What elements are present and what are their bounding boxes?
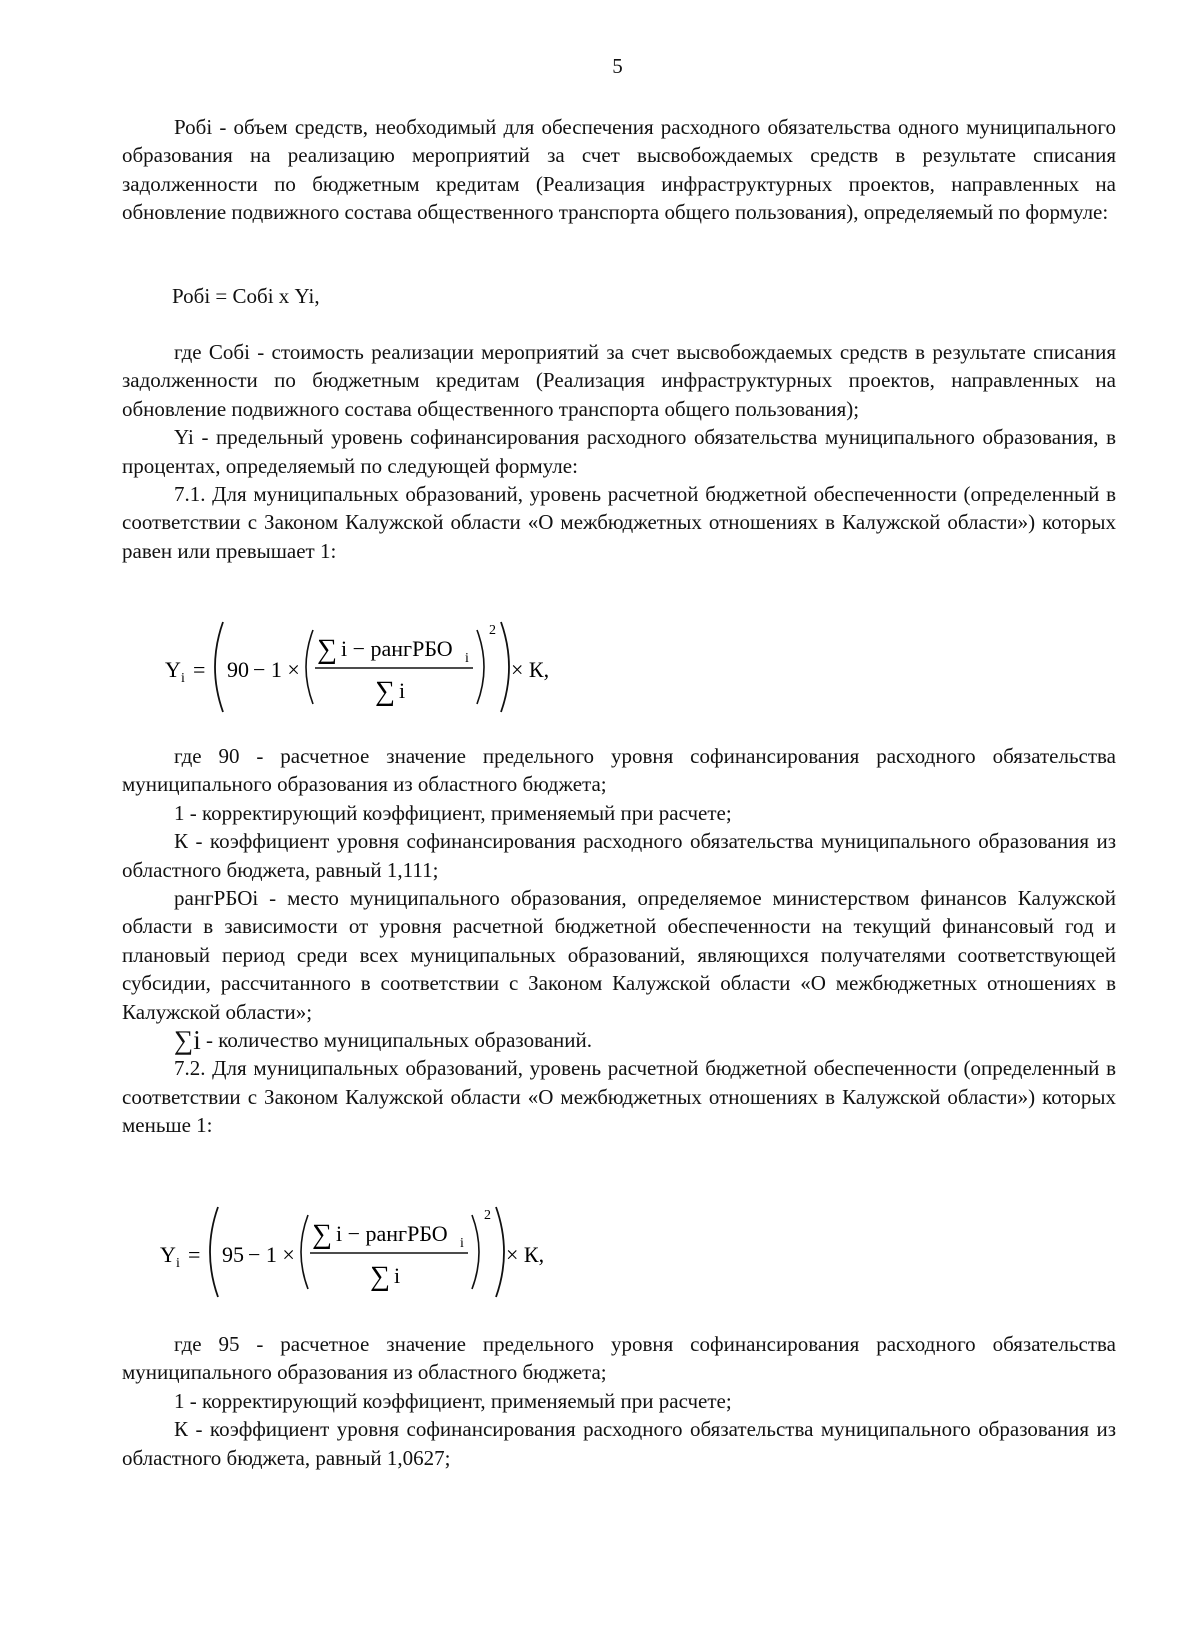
formula1-inner-right-paren (477, 630, 484, 704)
formula2-num-sum: ∑ (312, 1219, 332, 1250)
formula1-eq: = (193, 657, 206, 682)
definition-yi: Yi - предельный уровень софинансирования расходного обязательства муниципального образования, в процентах, определяемый по следующей формуле: (122, 425, 1116, 478)
formula2-den-sum: ∑ (370, 1261, 390, 1292)
formula1-inner-left-paren (306, 630, 313, 704)
intro-paragraph: Робi - объем средств, необходимый для обеспечения расходного обязательства одного муниципального образования на реализацию мероприятий за счет высвобождаемых средств в результате списания задолженности по бюджетным кредитам (Реализация инфраструктурных проектов, направленных на обновление подвижного состава общественного транспорта общего пользования), определяемый по формуле: (122, 115, 1116, 225)
formula2-inner-left-paren (301, 1215, 308, 1289)
definition-k-2: К - коэффициент уровня софинансирования расходного обязательства муниципального образования из областного бюджета, равный 1,0627; (122, 1417, 1116, 1470)
definition-corr-2: 1 - корректирующий коэффициент, применяемый при расчете; (174, 1388, 732, 1413)
definition-90: где 90 - расчетное значение предельного уровня софинансирования расходного обязательства муниципального образования из областного бюджета; (122, 744, 1116, 797)
definitions-section-2 (122, 742, 1116, 1140)
formula1-num-sum: ∑ (317, 634, 337, 665)
formula1-den-sum: ∑ (375, 676, 395, 707)
formula2-outer-left-paren (210, 1207, 218, 1297)
page-number: 5 (612, 54, 623, 78)
formula1-num-text: i − рангРБО (341, 636, 453, 661)
formula2-outer-right-paren (496, 1207, 504, 1297)
formula2-times-k: × К, (506, 1242, 545, 1267)
definition-corr-1: 1 - корректирующий коэффициент, применяемый при расчете; (174, 800, 732, 825)
sum-icon: ∑i (174, 1025, 201, 1056)
clause-7-1: 7.1. Для муниципальных образований, уровень расчетной бюджетной обеспеченности (определенный в соответствии с Законом Калужской области «О межбюджетных отношениях в Калужской области») которых равен или превышает 1: (122, 482, 1116, 563)
clause-7-2: 7.2. Для муниципальных образований, уровень расчетной бюджетной обеспеченности (определенный в соответствии с Законом Калужской области «О межбюджетных отношениях в Калужской области») которых меньше 1: (122, 1056, 1116, 1138)
formula2-inner-right-paren (472, 1215, 479, 1289)
formula-yi-90 (155, 612, 855, 722)
formula1-outer-left-paren (215, 622, 223, 712)
definitions-section-3 (122, 1330, 1116, 1472)
definitions-section-1 (122, 338, 1116, 565)
formula-robi: Робi = Собi х Yi, (172, 284, 320, 308)
definition-rank: рангРБОi - место муниципального образования, определяемое министерством финансов Калужской области в зависимости от уровня расчетной бюджетной обеспеченности на текущий финансовый год и плановый период среди всех муниципальных образований, являющихся получателями соответствующей субсидии, рассчитанного в соответствии с Законом Калужской области «О межбюджетных отношениях в Калужской области»; (122, 886, 1116, 1024)
formula1-minus-coef: − 1 × (253, 657, 300, 682)
formula2-base: 95 (222, 1242, 244, 1267)
definition-95: где 95 - расчетное значение предельного уровня софинансирования расходного обязательства муниципального образования из областного бюджета; (122, 1332, 1116, 1385)
formula2-power: 2 (484, 1208, 491, 1223)
formula1-base: 90 (227, 657, 249, 682)
intro-section (122, 113, 1116, 227)
formula2-den-text: i (394, 1263, 401, 1288)
formula2-lhs-sub: i (176, 1256, 180, 1271)
formula1-times-k: × К, (511, 657, 550, 682)
formula-yi-95 (150, 1197, 850, 1307)
formula2-num-text: i − рангРБО (336, 1221, 448, 1246)
formula1-num-sub: i (465, 651, 469, 666)
definition-sum (122, 1026, 1116, 1054)
definition-sum-text: - количество муниципальных образований. (206, 1028, 592, 1053)
formula2-num-sub: i (460, 1236, 464, 1251)
formula1-lhs-sub: i (181, 671, 185, 686)
definition-k-1: К - коэффициент уровня софинансирования расходного обязательства муниципального образования из областного бюджета, равный 1,111; (122, 829, 1116, 882)
definition-sobi: где Собi - стоимость реализации мероприятий за счет высвобождаемых средств в результате списания задолженности по бюджетным кредитам (Реализация инфраструктурных проектов, направленных на обновление подвижного состава общественного транспорта общего пользования); (122, 340, 1116, 421)
formula2-eq: = (188, 1242, 201, 1267)
formula1-power: 2 (489, 623, 496, 638)
formula2-lhs: Y (160, 1242, 176, 1267)
formula1-outer-right-paren (501, 622, 509, 712)
formula1-den-text: i (399, 678, 406, 703)
formula1-lhs: Y (165, 657, 181, 682)
formula2-minus-coef: − 1 × (248, 1242, 295, 1267)
